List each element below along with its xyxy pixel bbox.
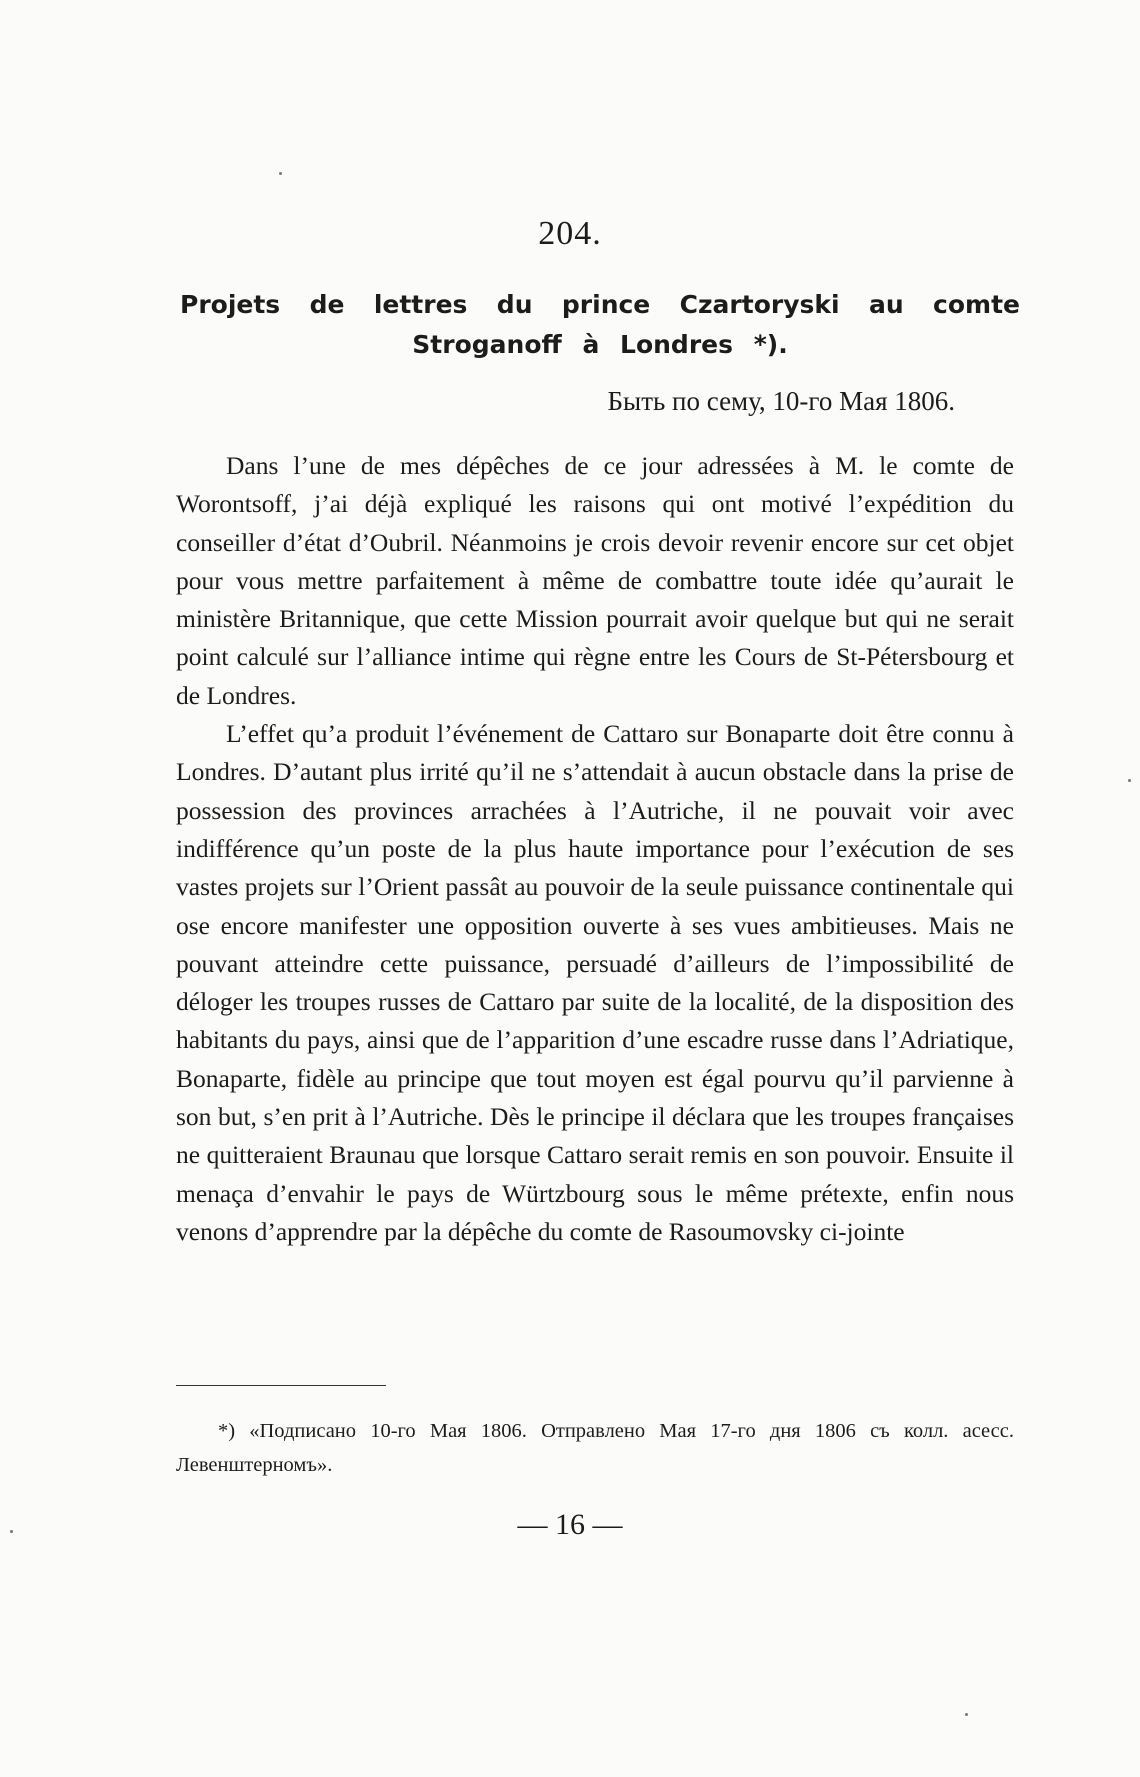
paper-speck [965,1713,968,1716]
page-number: — 16 — [517,1508,623,1541]
body-text [176,447,1014,1251]
document-title: Projets de lettres du prince Czartoryski au comte Stroganoff à Londres *). [180,290,1020,359]
document-number: 204. [538,215,602,252]
paper-speck [1128,779,1131,782]
paper-speck [10,1530,13,1533]
paragraph: Dans l’une de mes dépêches de ce jour adressées à M. le comte de Worontsoff, j’ai déjà expliqué les raisons qui ont motivé l’expédition du conseiller d’état d’Oubril. Néanmoins je crois devoir revenir encore sur cet objet pour vous mettre parfaitement à même de combattre toute idée qu’aurait le ministère Britannique, que cette Mission pourrait avoir quelque but qui ne serait point calculé sur l’alliance intime qui règne entre les Cours de St-Pétersbourg et de Londres. [176,451,1014,710]
paper-speck [279,172,282,175]
paragraph: L’effet qu’a produit l’événement de Cattaro sur Bonaparte doit être connu à Londres. D’autant plus irrité qu’il ne s’attendait à aucun obstacle dans la prise de possession des provinces arrachées à l’Autriche, il ne pouvait voir avec indifférence qu’un poste de la plus haute importance pour l’exécution de ses vastes projets sur l’Orient passât au pouvoir de la seule puissance continentale qui ose encore manifester une opposition ouverte à ses vues ambitieuses. Mais ne pouvant atteindre cette puissance, persuadé d’ailleurs de l’impossibilité de déloger les troupes russes de Cattaro par suite de la localité, de la disposition des habitants du pays, ainsi que de l’apparition d’une escadre russe dans l’Adriatique, Bonaparte, fidèle au principe que tout moyen est égal pourvu qu’il parvienne à son but, s’en prit à l’Autriche. Dès le principe il déclara que les troupes françaises ne quitteraient Braunau que lorsque Cattaro serait remis en son pouvoir. Ensuite il menaça d’envahir le pays de Würtzbourg sous le même prétexte, enfin nous venons d’apprendre par la dépêche du comte de Rasoumovsky ci-jointe [176,719,1014,1246]
footnote-divider [176,1385,386,1386]
footnote: *) «Подписано 10-го Мая 1806. Отправлено Мая 17-го дня 1806 съ колл. асесс. Левенштерномъ». [176,1420,1014,1476]
dateline: Быть по сему, 10-го Мая 1806. [607,386,955,416]
